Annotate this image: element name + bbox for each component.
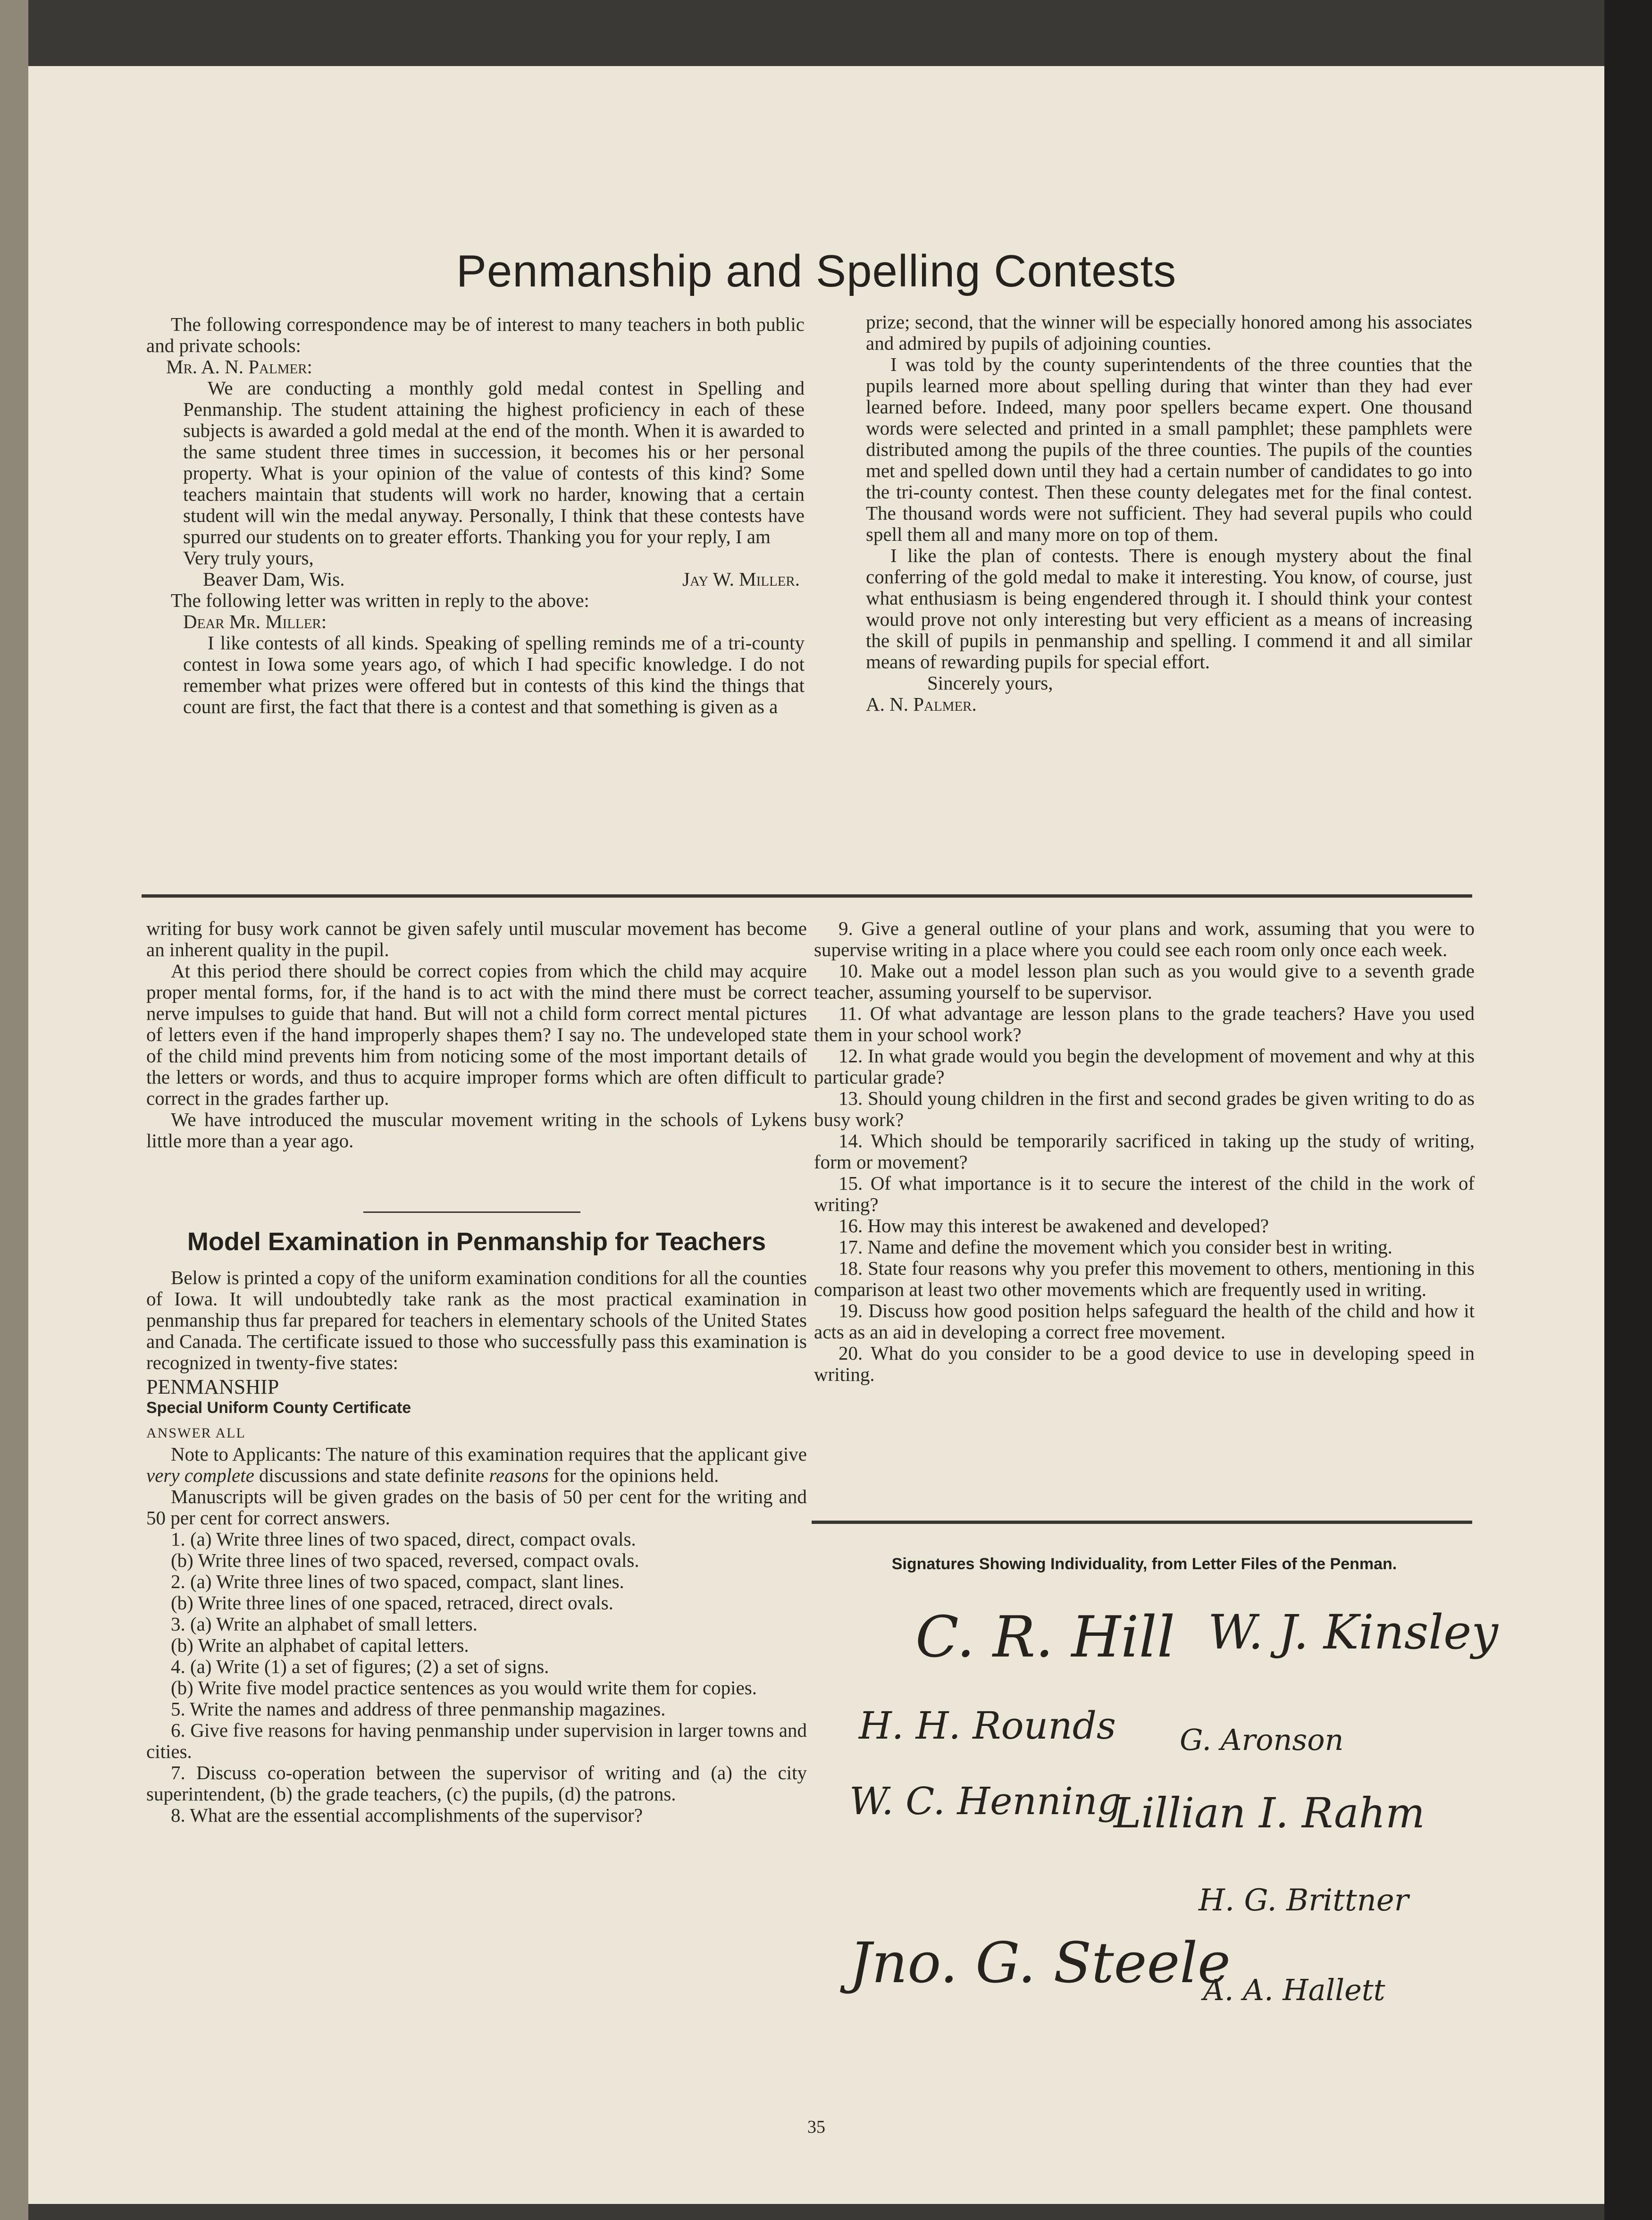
- signature: H. H. Rounds: [859, 1704, 1116, 1748]
- signatures-heading: Signatures Showing Individuality, from Letter Files of the Penman.: [891, 1555, 1397, 1573]
- page-number: 35: [807, 2117, 825, 2137]
- question: 14. Which should be temporarily sacrificed in taking up the study of writing, form or movement?: [814, 1130, 1475, 1173]
- signature: Jno. G. Steele: [849, 1930, 1231, 1995]
- correspondence-left: [146, 314, 805, 717]
- question: 15. Of what importance is it to secure the interest of the child in the work of writing?: [814, 1172, 1475, 1215]
- section-divider: [142, 894, 1472, 898]
- exam-left-column: [146, 1267, 807, 1826]
- facing-page-edge: [0, 0, 28, 2220]
- signature: H. G. Brittner: [1199, 1883, 1409, 1918]
- short-divider: [363, 1211, 580, 1213]
- exam-note-part-1: Note to Applicants: The nature of this examination requires that the applicant give: [171, 1443, 807, 1465]
- letter1-signer: Jay W. Miller.: [682, 568, 800, 590]
- magazine-page: [28, 66, 1604, 2204]
- question: 12. In what grade would you begin the development of movement and why at this particular grade?: [814, 1045, 1475, 1088]
- signatures-divider: [812, 1521, 1472, 1524]
- question: 17. Name and define the movement which you consider best in writing.: [839, 1236, 1392, 1258]
- reply-closing: Sincerely yours,: [927, 672, 1053, 694]
- question: (b) Write five model practice sentences as you would write them for copies.: [171, 1677, 757, 1699]
- exam-subject: PENMANSHIP: [146, 1375, 279, 1398]
- reply-body-left: I like contests of all kinds. Speaking of spelling reminds me of a tri-county contest in Iowa some years ago, of which I had specific knowledge. I do not remember what prizes were offered but in contests of this kind the things that count are first, the fact that there is a contest and that something is given as a: [183, 632, 805, 717]
- continued-para-2: At this period there should be correct copies from which the child may acquire proper mental forms, for, if the hand is to act with the mind there must be correct nerve impulses to guide that hand. But will not a child form correct mental pictures of letters even if the hand improperly shapes them? I say no. The undeveloped state of the child mind prevents him from noticing some of the most important details of the letters or words, and thus to acquire improper forms which are often difficult to correct in the grades farther up.: [146, 960, 807, 1109]
- question: 6. Give five reasons for having penmanship under supervision in larger towns and cities.: [146, 1719, 807, 1762]
- signature: W. C. Henning: [849, 1779, 1122, 1823]
- exam-certificate: Special Uniform County Certificate: [146, 1399, 411, 1417]
- reply-para-3: I like the plan of contests. There is enough mystery about the final conferring of the gold medal to make it interesting. You know, of course, just what enthusiasm is being engendered through it. I should think your contest would prove not only interesting but very efficient as a means of increasing the skill of pupils in penmanship and spelling. I commend it and all similar means of rewarding pupils for special effort.: [866, 545, 1472, 673]
- exam-heading: Model Examination in Penmanship for Teachers: [187, 1228, 766, 1256]
- signature: Lillian I. Rahm: [1114, 1789, 1425, 1837]
- question: 10. Make out a model lesson plan such as you would give to a seventh grade teacher, assuming yourself to be supervisor.: [814, 960, 1475, 1003]
- question: (b) Write an alphabet of capital letters.: [171, 1634, 469, 1656]
- signature: G. Aronson: [1180, 1723, 1344, 1757]
- exam-intro: Below is printed a copy of the uniform examination conditions for all the counties of Iowa. It will undoubtedly take rank as the most practical examination in penmanship thus far prepared for teachers in elementary schools of the United States and Canada. The certificate issued to those who successfully pass this examination is recognized in twenty-five states:: [146, 1267, 807, 1373]
- exam-answer-all: ANSWER ALL: [146, 1425, 246, 1441]
- question: 16. How may this interest be awakened and developed?: [839, 1215, 1269, 1236]
- letter-intro: The following correspondence may be of interest to many teachers in both public and private schools:: [146, 313, 805, 356]
- question: 1. (a) Write three lines of two spaced, direct, compact ovals.: [171, 1528, 636, 1550]
- letter1-place: Beaver Dam, Wis.: [203, 568, 345, 590]
- exam-right-column: [814, 918, 1475, 1385]
- question: 13. Should young children in the first and second grades be given writing to do as busy work?: [814, 1087, 1475, 1130]
- question: (b) Write three lines of one spaced, retraced, direct ovals.: [171, 1592, 613, 1614]
- question: (b) Write three lines of two spaced, reversed, compact ovals.: [171, 1549, 639, 1571]
- continued-para-1: writing for busy work cannot be given safely until muscular movement has become an inherent quality in the pupil.: [146, 917, 807, 960]
- exam-note-emphasis-2: reasons: [489, 1464, 549, 1486]
- question: 18. State four reasons why you prefer this movement to others, mentioning in this comparison at least two other movements which are frequently used in writing.: [814, 1257, 1475, 1300]
- question: 19. Discuss how good position helps safeguard the health of the child and how it acts as an aid in developing a correct free movement.: [814, 1300, 1475, 1343]
- question: 9. Give a general outline of your plans and work, assuming that you were to supervise writing in a place where you could see each room only once each week.: [814, 917, 1475, 960]
- reply-intro: The following letter was written in reply to the above:: [171, 589, 589, 611]
- reply-body-right: prize; second, that the winner will be especially honored among his associates and admired by pupils of adjoining counties.: [866, 311, 1472, 354]
- page-shadow: [1604, 0, 1652, 2220]
- letter1-body: We are conducting a monthly gold medal contest in Spelling and Penmanship. The student attaining the highest proficiency in each of these subjects is awarded a gold medal at the end of the month. When it is awarded to the same student three times in succession, it becomes his or her personal property. What is your opinion of the value of contests of this kind? Some teachers maintain that students will work no harder, knowing that a certain student will win the medal anyway. Personally, I think that these contests have spurred our students on to greater efforts. Thanking you for your reply, I am: [183, 377, 805, 547]
- question: 7. Discuss co-operation between the supervisor of writing and (a) the city superintendent, (b) the grade teachers, (c) the pupils, (d) the patrons.: [146, 1762, 807, 1805]
- question: 20. What do you consider to be a good device to use in developing speed in writing.: [814, 1342, 1475, 1385]
- continued-para-3: We have introduced the muscular movement writing in the schools of Lykens little more than a year ago.: [146, 1109, 807, 1152]
- question: 4. (a) Write (1) a set of figures; (2) a set of signs.: [171, 1656, 549, 1677]
- exam-note-part-3: for the opinions held.: [548, 1464, 719, 1486]
- letter1-salutation: Mr. A. N. Palmer:: [166, 356, 312, 378]
- question: 11. Of what advantage are lesson plans to the grade teachers? Have you used them in your school work?: [814, 1002, 1475, 1045]
- reply-para-2: I was told by the county superintendents of the three counties that the pupils learned more about spelling during that winter than they had ever learned before. Indeed, many poor spellers became expert. One thousand words were selected and printed in a small pamphlet; these pamphlets were distributed among the pupils of the three counties. The pupils of the counties met and spelled down until they had a certain number of candidates to go into the tri-county contest. Then these county delegates met for the final contest. The thousand words were not sufficient. They had several pupils who could spell them all and many more on top of them.: [866, 353, 1472, 545]
- reply-salutation: Dear Mr. Miller:: [183, 611, 327, 632]
- signature: C. R. Hill: [915, 1605, 1175, 1670]
- exam-note-part-2: discussions and state definite: [254, 1464, 489, 1486]
- question: 2. (a) Write three lines of two spaced, compact, slant lines.: [171, 1571, 624, 1592]
- reply-signer: A. N. Palmer.: [866, 693, 977, 715]
- exam-note: [146, 1444, 807, 1486]
- exam-note-emphasis-1: very complete: [146, 1464, 254, 1486]
- correspondence-right: [866, 311, 1472, 715]
- letter1-closing: Very truly yours,: [183, 547, 314, 569]
- signature: A. A. Hallett: [1203, 1973, 1385, 2007]
- signature: W. J. Kinsley: [1208, 1605, 1498, 1660]
- page-title: Penmanship and Spelling Contests: [456, 246, 1177, 296]
- exam-grading: Manuscripts will be given grades on the basis of 50 per cent for the writing and 50 per cent for correct answers.: [146, 1486, 807, 1529]
- question: 3. (a) Write an alphabet of small letters.: [171, 1613, 478, 1635]
- article-left-column: [146, 918, 807, 1152]
- question: 5. Write the names and address of three penmanship magazines.: [171, 1698, 666, 1720]
- question: 8. What are the essential accomplishments of the supervisor?: [171, 1804, 643, 1826]
